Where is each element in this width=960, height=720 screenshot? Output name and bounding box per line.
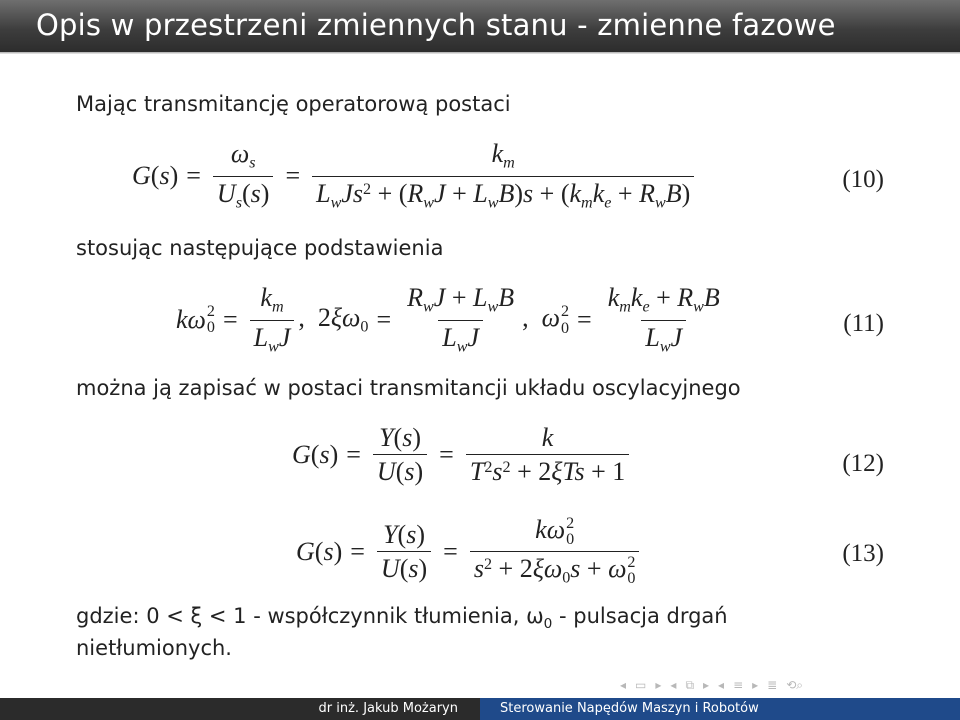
prev-icon[interactable]: ◂ <box>620 678 627 692</box>
substitution-text: stosując następujące podstawienia <box>76 236 444 260</box>
footer-course: Sterowanie Napędów Maszyn i Robotów <box>480 698 960 720</box>
next-icon[interactable]: ▸ <box>655 678 662 692</box>
subsection-icon[interactable]: ≡ <box>733 678 744 692</box>
intro-text: Mając transmitancję operatorową postaci <box>76 92 511 116</box>
search-icon[interactable]: ⟲⌕ <box>786 677 804 692</box>
section-next-icon[interactable]: ▸ <box>703 678 710 692</box>
where-text-line-2: nietłumionych. <box>76 636 232 660</box>
oscillator-text: można ją zapisać w postaci transmitancji układu oscylacyjnego <box>76 376 741 400</box>
section-prev-icon[interactable]: ◂ <box>670 678 677 692</box>
where-text-line-1 <box>76 604 728 632</box>
slide-title-bar <box>0 0 960 54</box>
equation-number-13: (13) <box>842 540 884 567</box>
where-subscript: 0 <box>543 615 553 632</box>
footer-author: dr inż. Jakub Możaryn <box>0 698 480 720</box>
frame-icon[interactable]: ▭ <box>635 678 647 692</box>
section-icon[interactable]: ⧉ <box>685 677 695 692</box>
equation-number-11: (11) <box>843 310 884 337</box>
subsection-prev-icon[interactable]: ◂ <box>718 678 725 692</box>
subsection-next-icon[interactable]: ▸ <box>752 678 759 692</box>
where-text-part-1: gdzie: 0 < ξ < 1 - współczynnik tłumienia, ω <box>76 604 544 628</box>
where-text-part-2: - pulsacja drgań <box>552 604 728 628</box>
align-icon[interactable]: ≣ <box>767 678 778 692</box>
beamer-navigation <box>620 676 803 694</box>
equation-number-10: (10) <box>842 166 884 193</box>
slide-footer <box>0 698 960 720</box>
slide-title: Opis w przestrzeni zmiennych stanu - zmienne fazowe <box>36 8 836 42</box>
equation-number-12: (12) <box>842 450 884 477</box>
